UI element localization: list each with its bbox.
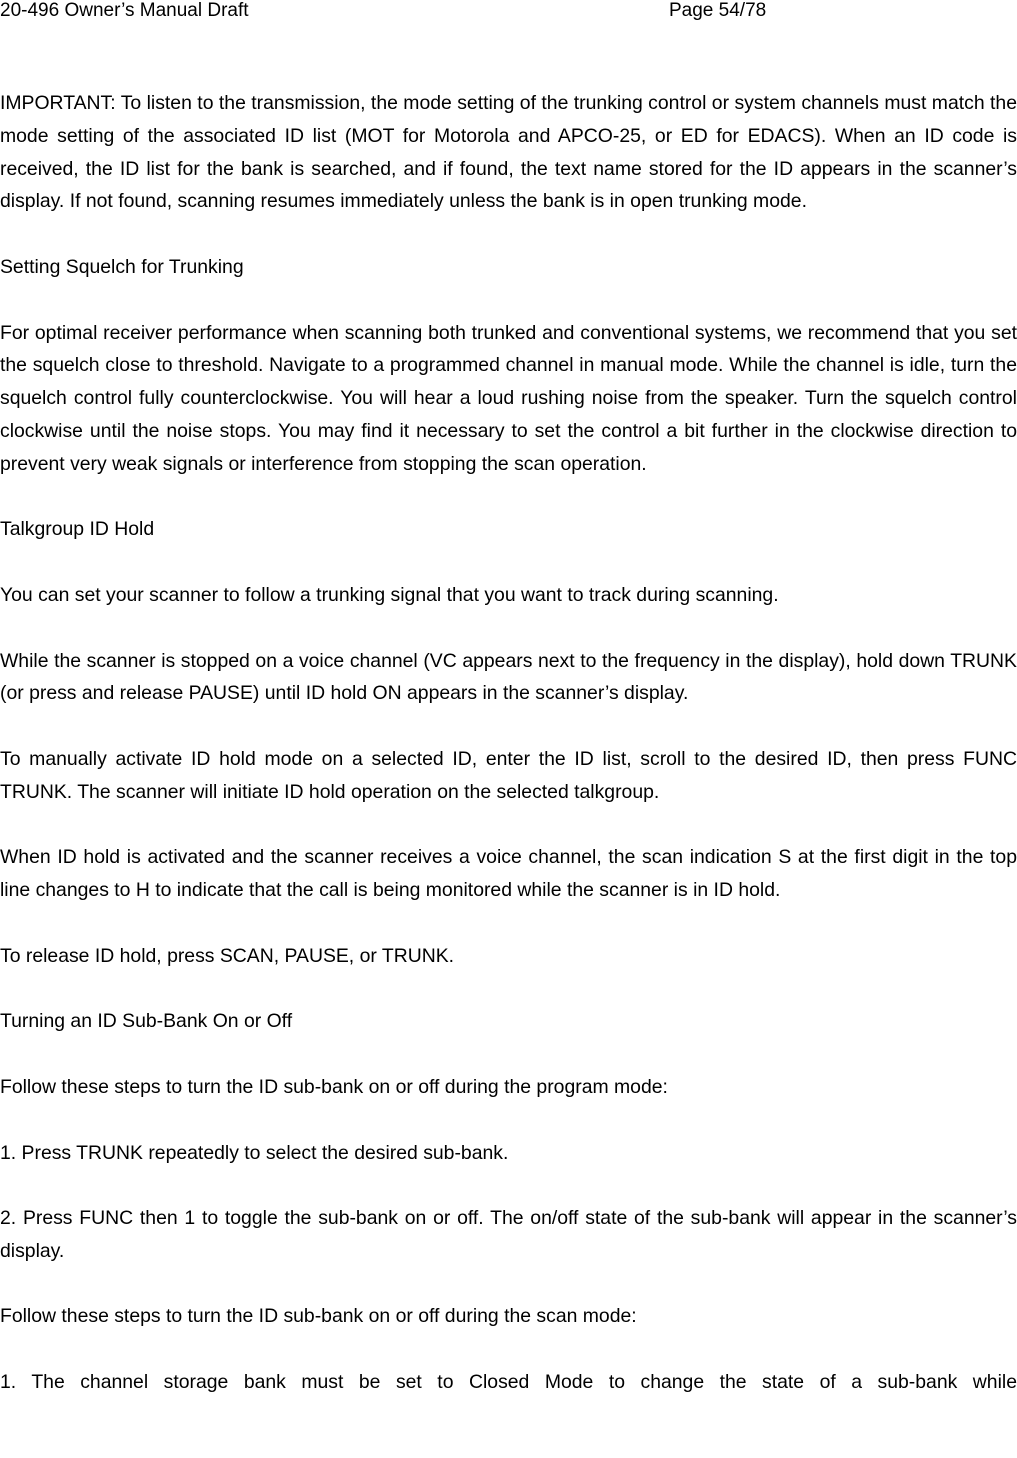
id-hold-heading: Talkgroup ID Hold bbox=[0, 518, 155, 541]
id-hold-active-paragraph: When ID hold is activated and the scanner receives a voice channel, the scan indication S at the first digit in the top line changes to H to indicate that the call is being monitored while the scanner is in ID hold. bbox=[0, 846, 1017, 902]
manual-title: 20-496 Owner’s Manual Draft bbox=[0, 0, 249, 21]
scan-mode-intro: Follow these steps to turn the ID sub-bank on or off during the scan mode: bbox=[0, 1305, 637, 1328]
program-step-2: 2. Press FUNC then 1 to toggle the sub-bank on or off. The on/off state of the sub-bank will appear in the scanner’s display. bbox=[0, 1207, 1017, 1262]
id-hold-release-paragraph: To release ID hold, press SCAN, PAUSE, or TRUNK. bbox=[0, 944, 455, 967]
page-number: Page 54/78 bbox=[669, 0, 767, 21]
scan-step-1: 1. The channel storage bank must be set to Closed Mode to change the state of a sub-bank while bbox=[0, 1371, 1017, 1394]
important-paragraph: IMPORTANT: To listen to the transmission, the mode setting of the trunking control or system channels must match the mode setting of the associated ID list (MOT for Motorola and APCO-25, or ED for EDACS). When an ID code is received, the ID list for the bank is searched, and if found, the text name stored for the ID appears in the scanner’s display. If not found, scanning resumes immediately unless the bank is in open trunking mode. bbox=[0, 92, 1017, 213]
id-hold-intro: You can set your scanner to follow a trunking signal that you want to track during scanning. bbox=[0, 583, 779, 606]
squelch-heading: Setting Squelch for Trunking bbox=[0, 255, 244, 278]
program-step-1: 1. Press TRUNK repeatedly to select the desired sub-bank. bbox=[0, 1141, 509, 1164]
page-body bbox=[0, 87, 1017, 1432]
program-mode-intro: Follow these steps to turn the ID sub-bank on or off during the program mode: bbox=[0, 1075, 668, 1098]
squelch-paragraph: For optimal receiver performance when scanning both trunked and conventional systems, we recommend that you set the squelch close to threshold. Navigate to a programmed channel in manual mode. While the channel is idle, turn the squelch control fully counterclockwise. You will hear a loud rushing noise from the speaker. Turn the squelch control clockwise until the noise stops. You may find it necessary to set the control a bit further in the clockwise direction to prevent very weak signals or interference from stopping the scan operation. bbox=[0, 321, 1017, 475]
id-hold-voice-paragraph: While the scanner is stopped on a voice channel (VC appears next to the frequency in the display), hold down TRUNK (or press and release PAUSE) until ID hold ON appears in the scanner’s display. bbox=[0, 649, 1017, 705]
page-header bbox=[0, 0, 1017, 30]
sub-bank-heading: Turning an ID Sub-Bank On or Off bbox=[0, 1010, 293, 1033]
id-hold-manual-paragraph: To manually activate ID hold mode on a selected ID, enter the ID list, scroll to the desired ID, then press FUNC TRUNK. The scanner will initiate ID hold operation on the selected talkgroup. bbox=[0, 747, 1017, 803]
